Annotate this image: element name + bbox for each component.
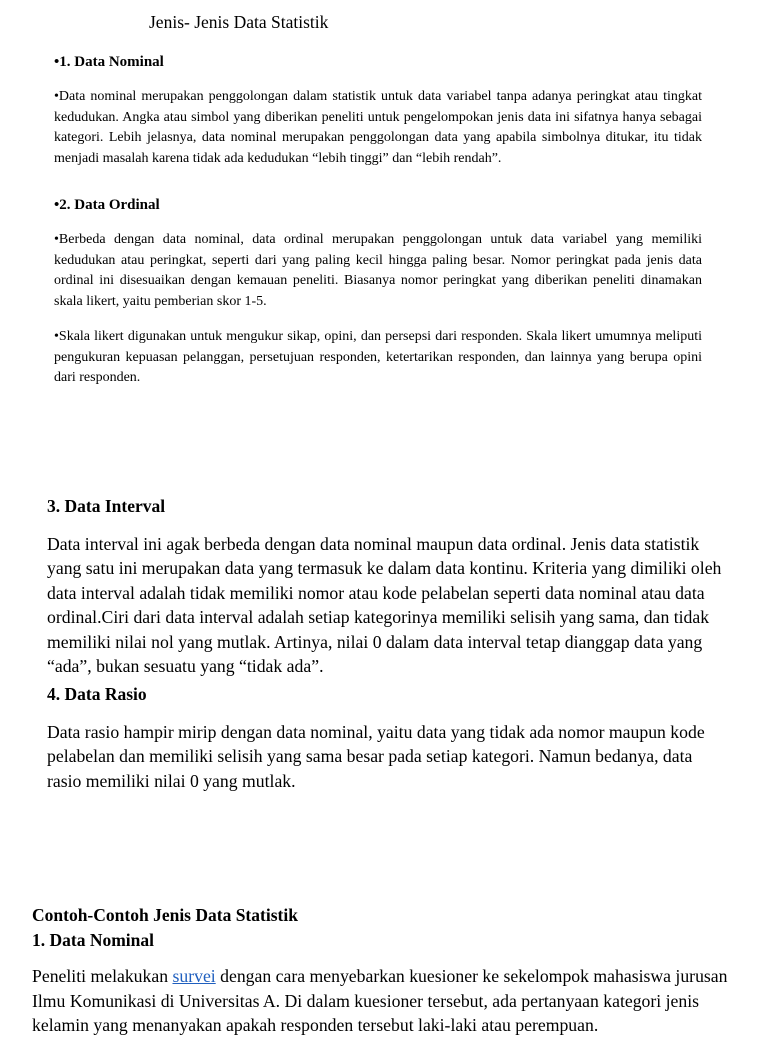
examples-heading: Contoh-Contoh Jenis Data Statistik [32,905,298,925]
document-title: Jenis- Jenis Data Statistik [149,12,329,32]
survei-link[interactable]: survei [172,966,216,986]
interval-heading: 3. Data Interval [47,496,166,516]
ordinal-paragraph-2: •Skala likert digunakan untuk mengukur sikap, opini, dan persepsi dari responden. Skala likert umumnya meliputi pengukuran kepuasan pelanggan, persetujuan responden, ketertarikan responden, dan lainnya yang berupa opini dari responden. [54,329,702,386]
paragraph-text-rest: dengan cara menyebarkan kuesioner ke sekelompok mahasiswa jurusan Ilmu Komunikasi di Universitas A. Di dalam kuesioner tersebut, ada pertanyaan kategori jenis kelamin yang menanyakan apakah responden tersebut laki-laki atau perempuan. [32,966,728,1036]
interval-paragraph: Data interval ini agak berbeda dengan data nominal maupun data ordinal. Jenis data statistik yang satu ini merupakan data yang termasuk ke dalam data kontinu. Kriteria yang dimiliki oleh data interval adalah tidak memiliki nomor atau kode pelabelan seperti data nominal atau data ordinal.Ciri dari data interval adalah setiap kategorinya memiliki selisih yang sama, dan tidak memiliki nilai nol yang mutlak. Artinya, nilai 0 dalam data interval tetap dianggap data yang “ada”, bukan sesuatu yang “tidak ada”. [47,534,722,677]
nominal-paragraph: •Data nominal merupakan penggolongan dalam statistik untuk data variabel tanpa adanya peringkat atau tingkat kedudukan. Angka atau simbol yang diberikan peneliti untuk pengelompokan jenis data ini sifatnya hanya sebagai kategori. Lebih jelasnya, data nominal merupakan penggolongan data yang apabila simbolnya ditukar, itu tidak menjadi masalah karena tidak ada kedudukan “lebih tinggi” dan “lebih rendah”. [54,89,702,166]
rasio-heading: 4. Data Rasio [47,684,147,704]
examples-nominal-heading: 1. Data Nominal [32,930,155,950]
examples-nominal-paragraph [32,964,732,1038]
ordinal-heading: •2. Data Ordinal [54,197,160,213]
rasio-paragraph: Data rasio hampir mirip dengan data nominal, yaitu data yang tidak ada nomor maupun kode pelabelan dan memiliki selisih yang sama besar pada setiap kategori. Namun bedanya, data rasio memiliki nilai 0 yang mutlak. [47,722,705,791]
nominal-heading: •1. Data Nominal [54,54,164,70]
ordinal-paragraph-1: •Berbeda dengan data nominal, data ordinal merupakan penggolongan untuk data variabel yang memiliki kedudukan atau peringkat, seperti dari yang paling kecil hingga paling besar. Nomor peringkat pada jenis data ordinal ini disesuaikan dengan kemauan peneliti. Biasanya nomor peringkat yang diberikan peneliti dinamakan skala likert, yaitu pemberian skor 1-5. [54,232,702,309]
paragraph-text-start: Peneliti melakukan [32,966,173,986]
